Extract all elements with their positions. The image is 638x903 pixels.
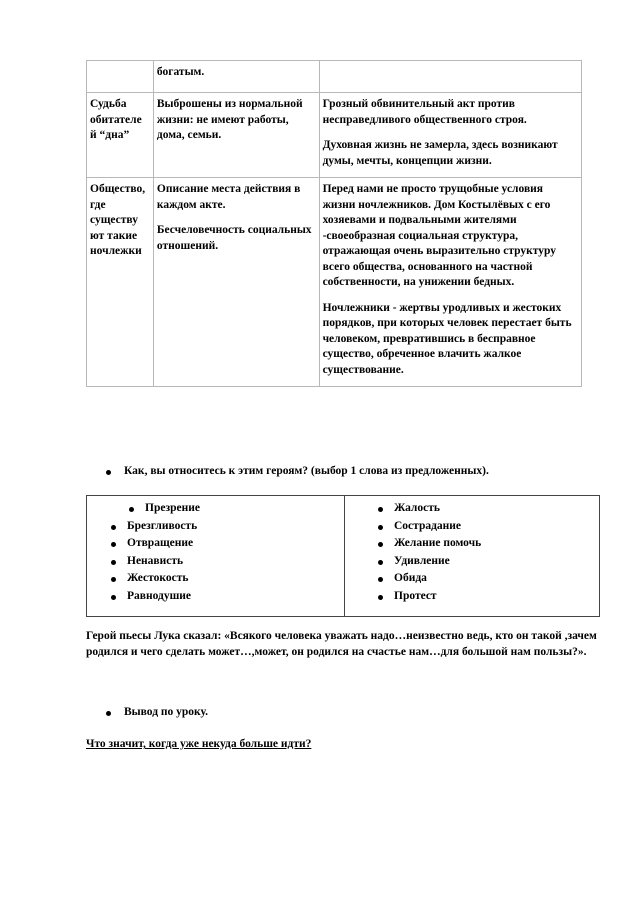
column-divider [344, 496, 345, 616]
bullet-icon [378, 560, 383, 565]
option-label: Жалость [394, 502, 440, 514]
option-label: Жестокость [127, 572, 189, 584]
bullet-icon [106, 711, 111, 716]
cell-paragraph: Перед нами не просто трущобные условия жизни ночлежников. Дом Костылёвых с его хозяевами и подвальными жителями -своеобразная социальная структура, отражающая очень выразительно структуру всего общества, основанного на частной собственности, на унижении бедных. [322, 183, 557, 288]
option-label: Желание помочь [394, 537, 482, 549]
table-cell [87, 178, 154, 387]
cell-paragraph: Грозный обвинительный акт против несправедливого общественного строя. [322, 98, 527, 126]
table-cell [319, 178, 581, 387]
list-item [107, 519, 200, 537]
table-cell [87, 93, 154, 178]
quote-paragraph: Герой пьесы Лука сказал: «Всякого человека уважать надо…неизвестно ведь, кто он такой ,зачем родился и чего сделать может…,может, он родился на счастье нам…для большой нам пользы?». [86, 630, 597, 658]
list-item [107, 571, 200, 589]
table-cell [153, 93, 319, 178]
bullet-icon [378, 525, 383, 530]
table-cell [87, 61, 154, 93]
list-item [107, 554, 200, 572]
bullet-icon [378, 507, 383, 512]
option-label: Сострадание [394, 519, 462, 532]
table-row [87, 178, 582, 387]
list-item [374, 554, 481, 572]
cell-text: Судьба обитателе й “дна” [90, 98, 142, 141]
list-item [374, 571, 481, 589]
bullet-icon [378, 577, 383, 582]
table-row [87, 61, 582, 93]
table-cell [319, 61, 581, 93]
analysis-table [86, 60, 582, 387]
cell-paragraph: Духовная жизнь не замерла, здесь возникают думы, мечты, концепции жизни. [322, 139, 558, 167]
cell-text: богатым. [156, 66, 205, 78]
options-left-list [107, 501, 200, 606]
cell-paragraph: Бесчеловечность социальных отношений. [156, 224, 312, 252]
list-item [107, 589, 200, 607]
list-item [107, 536, 200, 554]
cell-paragraph: Ночлежники - жертвы уродливых и жестоких порядков, при которых человек перестает быть человеком, превратившись в бесправное существо, обреченное влачить жалкое существование. [322, 301, 572, 376]
bullet-icon [111, 525, 116, 530]
option-label: Равнодушие [127, 589, 192, 602]
option-label: Удивление [394, 554, 450, 567]
option-label: Презрение [145, 502, 200, 514]
bullet-icon [111, 577, 116, 582]
table-cell [153, 178, 319, 387]
bullet-icon [378, 595, 383, 600]
bullet-icon [111, 595, 116, 600]
cell-text: Выброшены из нормальной жизни: не имеют работы, дома, семьи. [156, 98, 303, 141]
bullet-icon [106, 470, 111, 475]
conclusion-text: Вывод по уроку. [124, 706, 208, 718]
list-item [125, 501, 200, 519]
table-cell [153, 61, 319, 93]
options-box [86, 495, 600, 617]
option-label: Брезгливость [127, 519, 198, 532]
list-item [374, 589, 481, 607]
option-label: Протест [394, 589, 437, 602]
option-label: Ненависть [127, 554, 184, 567]
final-question: Что значит, когда уже некуда больше идти? [86, 738, 312, 750]
list-item [374, 501, 481, 519]
list-item [374, 536, 481, 554]
question-text: Как, вы относитесь к этим героям? (выбор 1 слова из предложенных). [124, 465, 489, 477]
option-label: Отвращение [127, 537, 194, 549]
bullet-icon [111, 560, 116, 565]
cell-paragraph: Описание места действия в каждом акте. [156, 183, 301, 211]
option-label: Обида [394, 572, 427, 584]
bullet-icon [111, 542, 116, 547]
cell-text: Общество, где существу ют такие ночлежки [90, 183, 146, 257]
list-item [374, 519, 481, 537]
table-cell [319, 93, 581, 178]
table-row [87, 93, 582, 178]
bullet-icon [129, 507, 134, 512]
bullet-icon [378, 542, 383, 547]
options-right-list [374, 501, 481, 606]
